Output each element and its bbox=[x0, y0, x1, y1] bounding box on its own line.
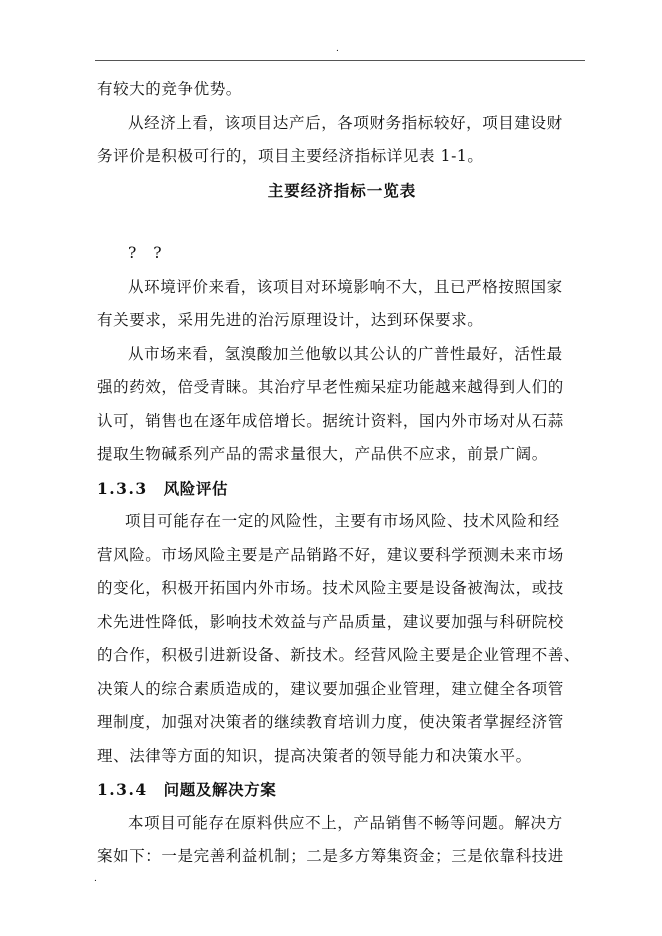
paragraph-line: 从环境评价来看，该项目对环境影响不大，且已严格按照国家 bbox=[128, 277, 563, 296]
table-gap bbox=[97, 207, 587, 237]
footer-mark: . bbox=[94, 874, 97, 884]
section-title: 风险评估 bbox=[163, 478, 229, 498]
paragraph-line: 认可，销售也在逐年成倍增长。据统计资料，国内外市场对从石蒜 bbox=[97, 411, 564, 430]
section-number: 1.3.4 bbox=[97, 780, 148, 799]
header-mark: . bbox=[336, 44, 339, 54]
paragraph-line: 的合作，积极引进新设备、新技术。经营风险主要是企业管理不善、 bbox=[97, 646, 581, 664]
paragraph-line: 有较大的竞争优势。 bbox=[97, 80, 242, 98]
paragraph-line: 提取生物碱系列产品的需求量很大，产品供不应求，前景广阔。 bbox=[97, 445, 548, 463]
paragraph-line: 决策人的综合素质造成的，建议要加强企业管理，建立健全各项管 bbox=[97, 679, 564, 698]
section-number: 1.3.3 bbox=[97, 478, 148, 498]
table-placeholder: ? ? bbox=[128, 244, 168, 262]
paragraph-line: 理、法律等方面的知识，提高决策者的领导能力和决策水平。 bbox=[97, 746, 532, 765]
paragraph-line: 从经济上看，该项目达产后，各项财务指标较好，项目建设财 bbox=[128, 113, 563, 132]
paragraph-line: 从市场来看，氢溴酸加兰他敏以其公认的广普性最好，活性最 bbox=[128, 344, 563, 363]
section-heading-1-3-3 bbox=[97, 472, 587, 506]
paragraph-line: 务评价是积极可行的，项目主要经济指标详见表 1-1。 bbox=[97, 147, 484, 165]
paragraph-line: 项目可能存在一定的风险性，主要有市场风险、技术风险和经 bbox=[125, 512, 560, 530]
paragraph-line: 有关要求，采用先进的治污原理设计，达到环保要求。 bbox=[97, 311, 484, 329]
document-body bbox=[97, 73, 587, 874]
paragraph-line: 术先进性降低，影响技术效益与产品质量，建议要加强与科研院校 bbox=[97, 612, 564, 631]
table-title: 主要经济指标一览表 bbox=[267, 180, 417, 200]
header-rule bbox=[95, 60, 585, 61]
section-title: 问题及解决方案 bbox=[163, 780, 277, 799]
paragraph-line: 本项目可能存在原料供应不上，产品销售不畅等问题。解决方 bbox=[128, 813, 563, 832]
paragraph-line: 理制度，加强对决策者的继续教育培训力度，使决策者掌握经济管 bbox=[97, 713, 564, 731]
paragraph-line: 的变化，积极开拓国内外市场。技术风险主要是设备被淘汰，或技 bbox=[97, 579, 564, 597]
paragraph-line: 营风险。市场风险主要是产品销路不好，建议要科学预测未来市场 bbox=[97, 545, 564, 564]
paragraph-line: 强的药效，倍受青睐。其治疗早老性痴呆症功能越来越得到人们的 bbox=[97, 378, 564, 396]
paragraph-line: 案如下：一是完善利益机制；二是多方筹集资金；三是依靠科技进 bbox=[97, 847, 564, 865]
section-heading-1-3-4 bbox=[97, 773, 587, 807]
